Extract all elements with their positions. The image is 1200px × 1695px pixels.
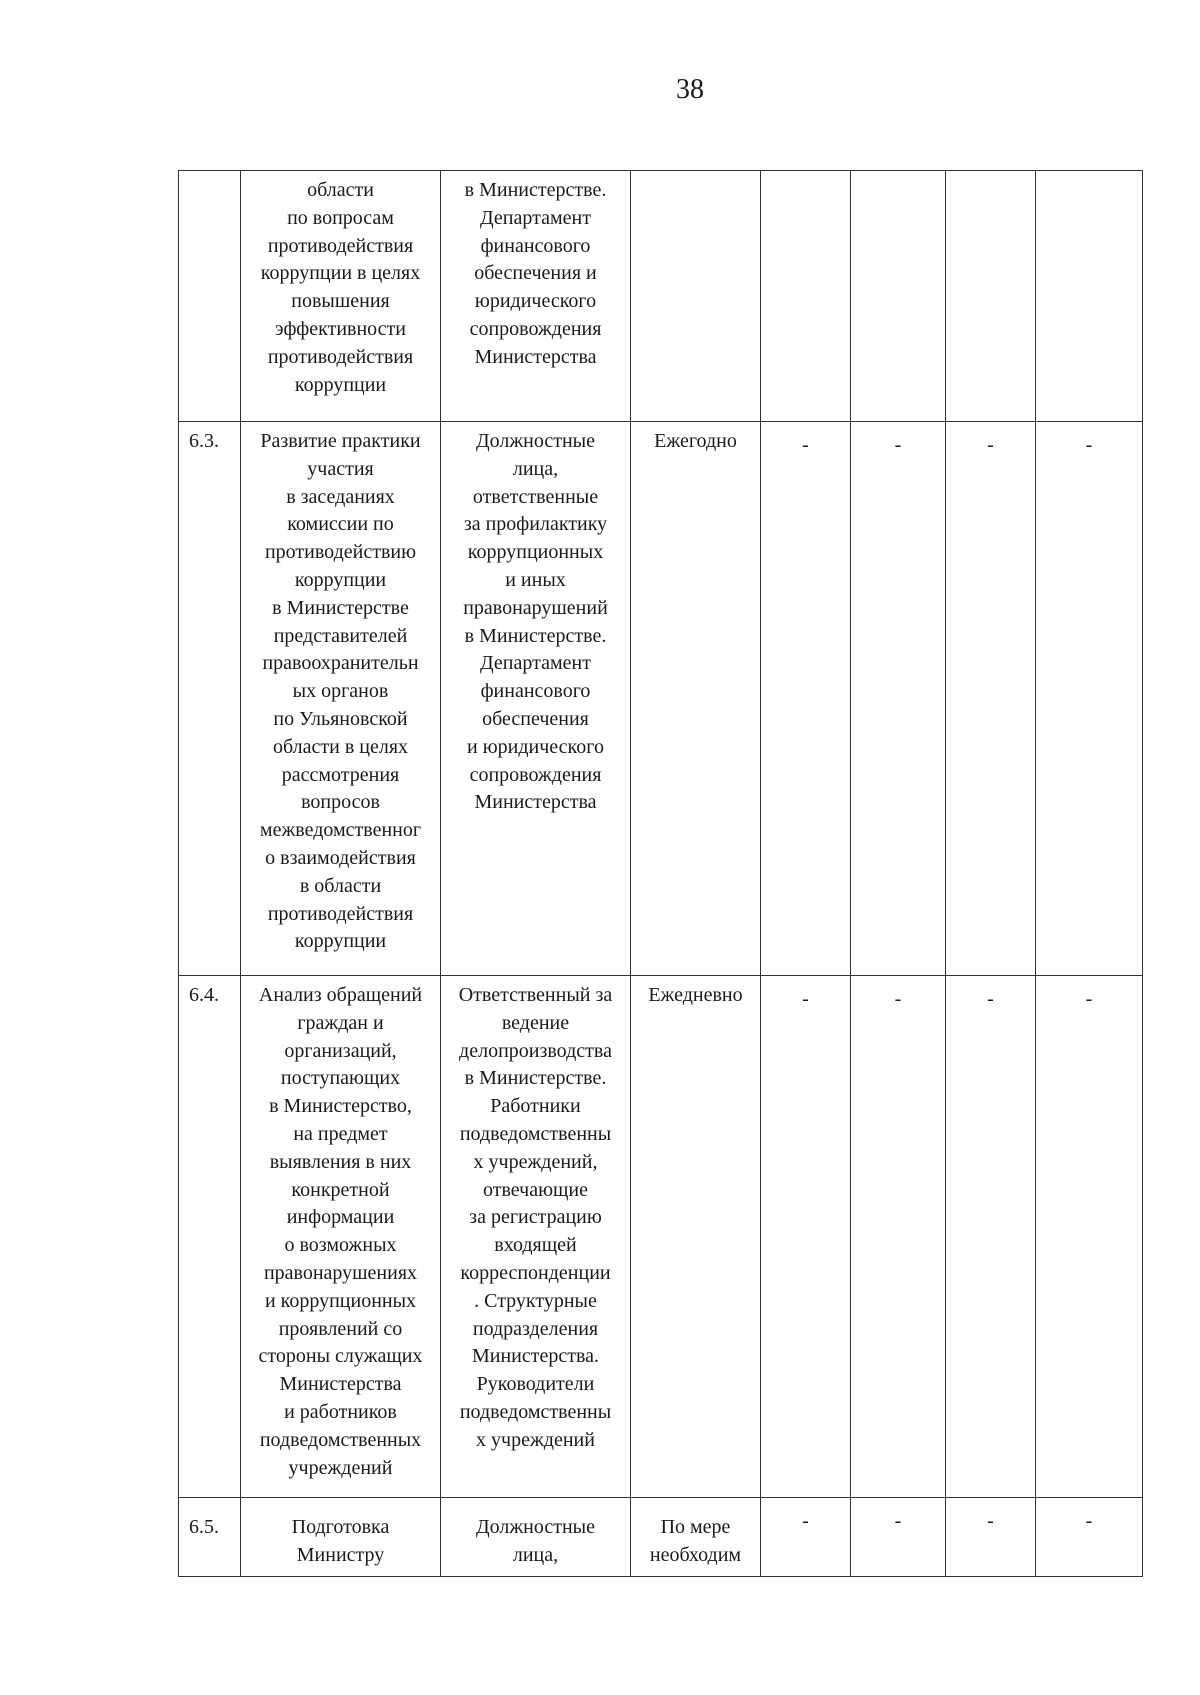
value-cell: - <box>761 976 851 1498</box>
table-row <box>179 422 1143 976</box>
table-row <box>179 976 1143 1498</box>
value-cell: - <box>761 1498 851 1577</box>
table-row <box>179 171 1143 422</box>
value-cell: - <box>761 422 851 976</box>
value-cell <box>761 171 851 422</box>
table-row <box>179 1498 1143 1577</box>
row-number-cell: 6.5. <box>179 1498 241 1577</box>
row-number-cell: 6.3. <box>179 422 241 976</box>
term-cell <box>631 171 761 422</box>
responsible-cell: Ответственный за ведение делопроизводства в Министерстве. Работники подведомственны х учреждений, отвечающие за регистрацию входящей корреспонденции . Структурные подразделения Министерства. Руководители подведомственны х учреждений <box>441 976 631 1498</box>
value-cell: - <box>946 1498 1036 1577</box>
value-cell <box>851 171 946 422</box>
value-cell: - <box>946 976 1036 1498</box>
value-cell <box>946 171 1036 422</box>
measures-table <box>178 170 1143 1577</box>
value-cell <box>1036 171 1143 422</box>
responsible-cell: Должностные лица, ответственные за профилактику коррупционных и иных правонарушений в Министерстве. Департамент финансового обеспечения и юридического сопровождения Министерства <box>441 422 631 976</box>
value-cell: - <box>851 1498 946 1577</box>
measure-cell: Подготовка Министру <box>241 1498 441 1577</box>
value-cell: - <box>851 976 946 1498</box>
term-cell: Ежедневно <box>631 976 761 1498</box>
responsible-cell: в Министерстве. Департамент финансового обеспечения и юридического сопровождения Министерства <box>441 171 631 422</box>
responsible-cell: Должностные лица, <box>441 1498 631 1577</box>
row-number-cell <box>179 171 241 422</box>
row-number-cell: 6.4. <box>179 976 241 1498</box>
value-cell: - <box>946 422 1036 976</box>
term-cell: По мере необходим <box>631 1498 761 1577</box>
measure-cell: Развитие практики участия в заседаниях комиссии по противодействию коррупции в Министерстве представителей правоохранительн ых органов по Ульяновской области в целях рассмотрения вопросов межведомственног о взаимодействия в области противодействия коррупции <box>241 422 441 976</box>
page-number: 38 <box>676 74 704 105</box>
value-cell: - <box>1036 976 1143 1498</box>
value-cell: - <box>1036 422 1143 976</box>
measure-cell: области по вопросам противодействия коррупции в целях повышения эффективности противодействия коррупции <box>241 171 441 422</box>
value-cell: - <box>851 422 946 976</box>
value-cell: - <box>1036 1498 1143 1577</box>
term-cell: Ежегодно <box>631 422 761 976</box>
measure-cell: Анализ обращений граждан и организаций, поступающих в Министерство, на предмет выявления в них конкретной информации о возможных правонарушениях и коррупционных проявлений со стороны служащих Министерства и работников подведомственных учреждений <box>241 976 441 1498</box>
